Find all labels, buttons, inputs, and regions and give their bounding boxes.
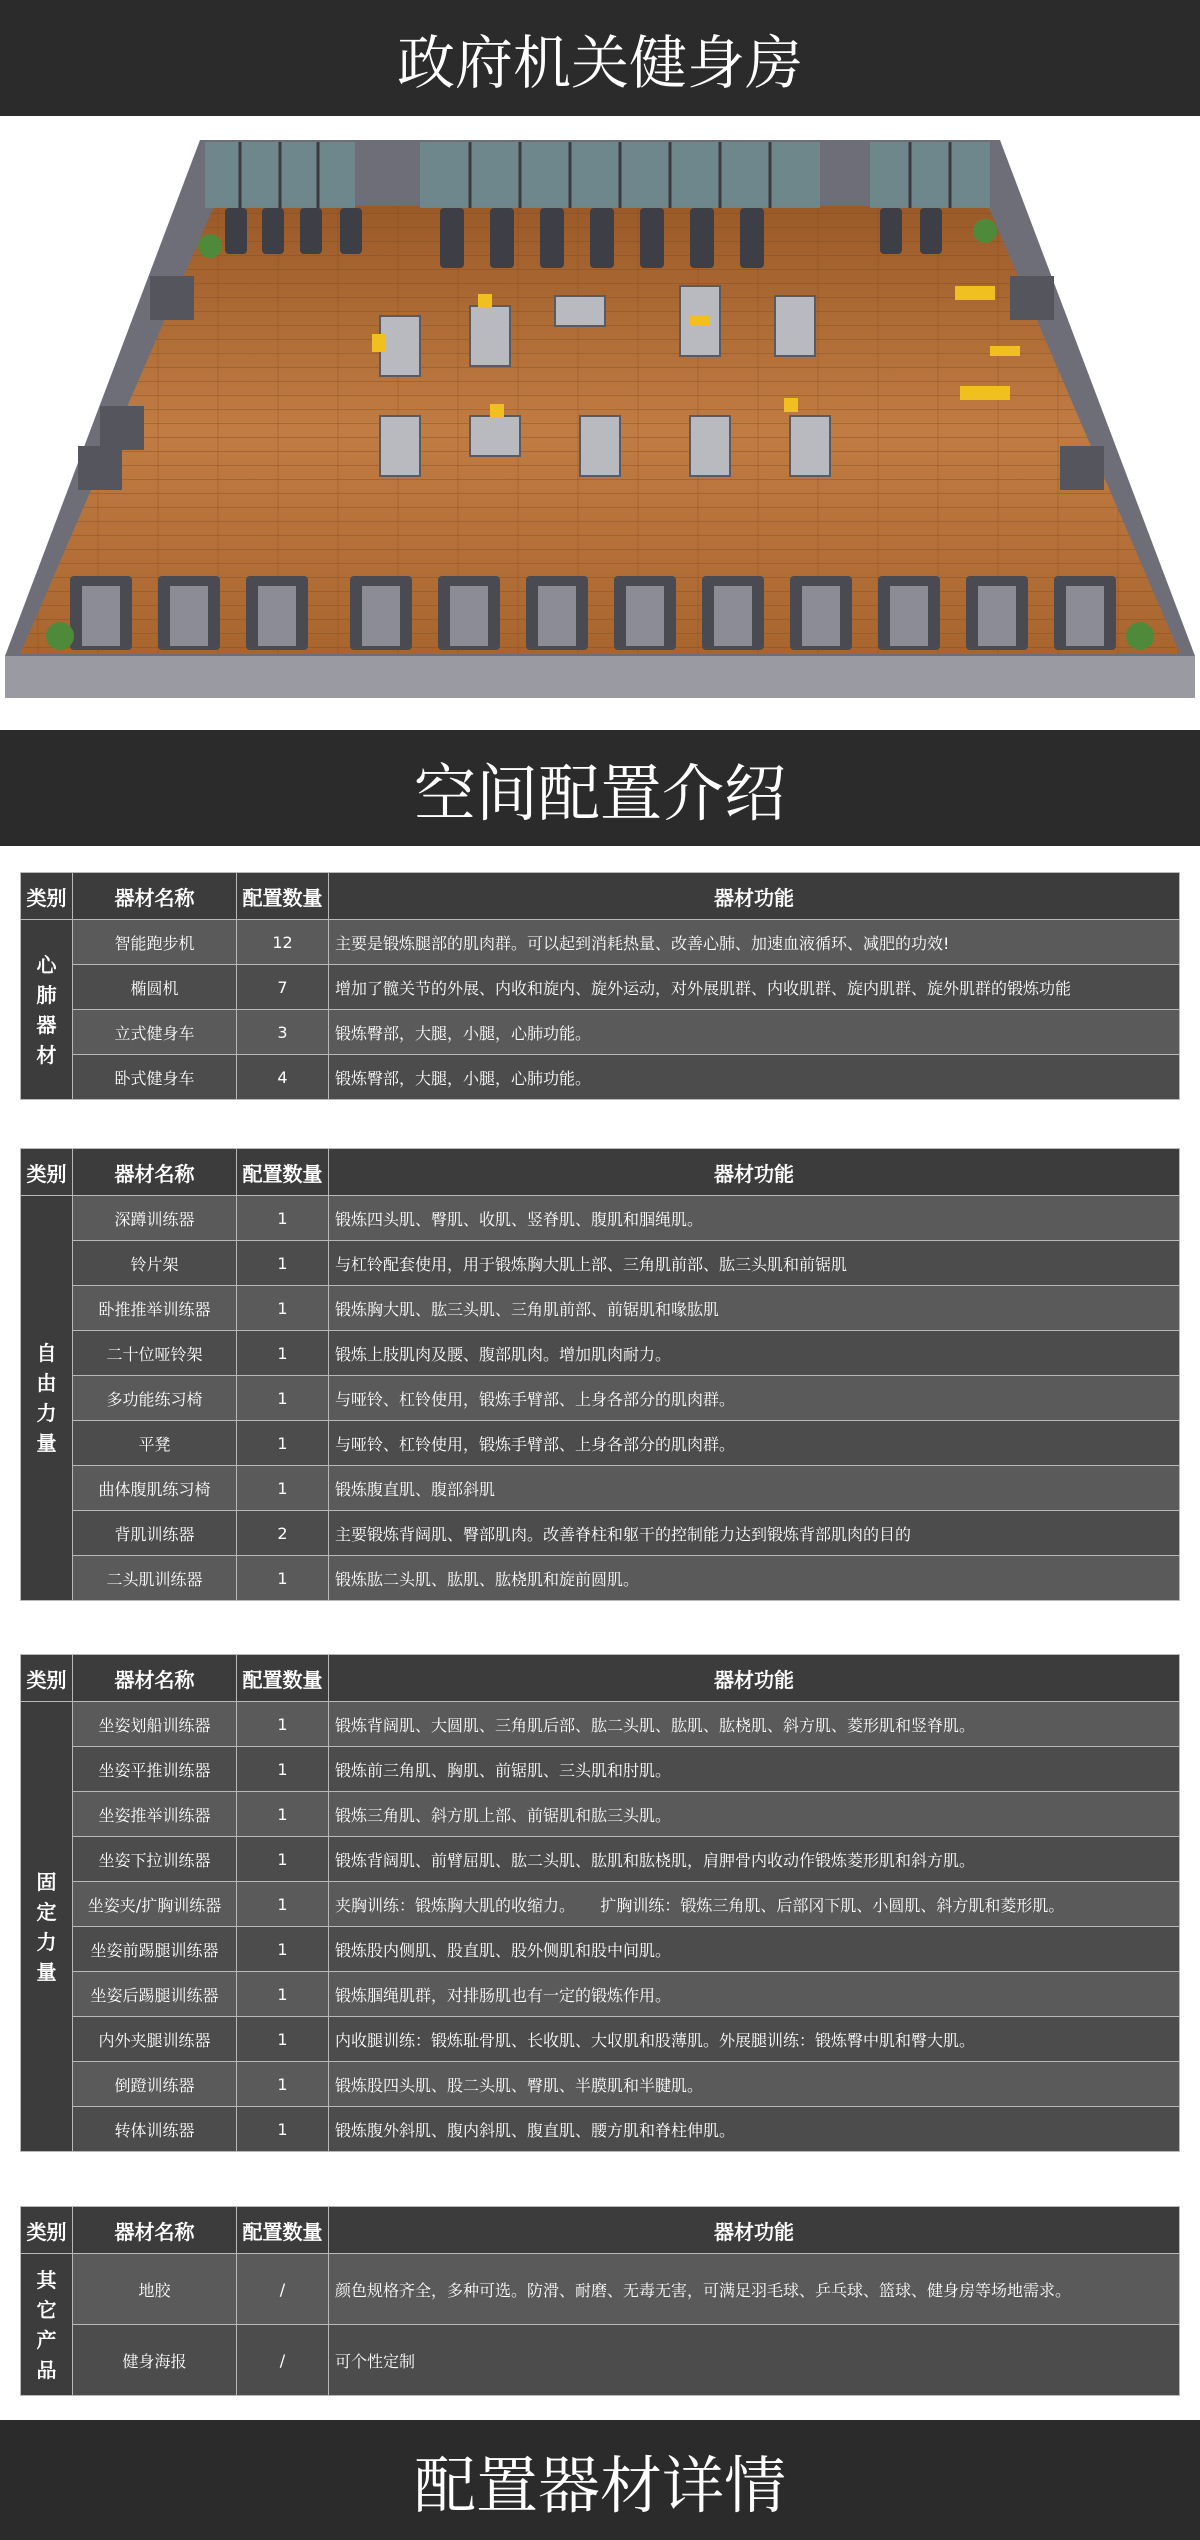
equipment-name: 坐姿推举训练器 bbox=[73, 1792, 237, 1837]
table-row bbox=[21, 1792, 1180, 1837]
category-cell bbox=[21, 2254, 73, 2396]
page-title-banner bbox=[0, 0, 1200, 116]
table-row bbox=[21, 1196, 1180, 1241]
header-quantity: 配置数量 bbox=[237, 873, 329, 920]
equipment-function: 锻炼腹外斜肌、腹内斜肌、腹直肌、腰方肌和脊柱伸肌。 bbox=[329, 2107, 1180, 2152]
category-label: 固定力量 bbox=[36, 1869, 57, 1984]
table-row bbox=[21, 1466, 1180, 1511]
table-header-row bbox=[21, 2207, 1180, 2254]
equipment-name: 坐姿夹/扩胸训练器 bbox=[73, 1882, 237, 1927]
gym-floorplan-render bbox=[0, 116, 1200, 730]
table-row bbox=[21, 1376, 1180, 1421]
table-header-row bbox=[21, 1655, 1180, 1702]
equipment-quantity: 1 bbox=[237, 2107, 329, 2152]
section-title: 空间配置介绍 bbox=[413, 756, 786, 830]
equipment-function: 增加了髋关节的外展、内收和旋内、旋外运动，对外展肌群、内收肌群、旋内肌群、旋外肌群的锻炼功能 bbox=[329, 965, 1180, 1010]
equipment-name: 坐姿后踢腿训练器 bbox=[73, 1972, 237, 2017]
equipment-quantity: 1 bbox=[237, 1241, 329, 1286]
table-row bbox=[21, 1702, 1180, 1747]
equipment-name: 转体训练器 bbox=[73, 2107, 237, 2152]
equipment-function: 锻炼臀部，大腿，小腿，心肺功能。 bbox=[329, 1010, 1180, 1055]
equipment-quantity: 4 bbox=[237, 1055, 329, 1100]
header-category: 类别 bbox=[21, 1149, 73, 1196]
table-header-row bbox=[21, 873, 1180, 920]
equipment-name: 平凳 bbox=[73, 1421, 237, 1466]
equipment-function: 颜色规格齐全，多种可选。防滑、耐磨、无毒无害，可满足羽毛球、乒乓球、篮球、健身房等场地需求。 bbox=[329, 2254, 1180, 2325]
equipment-quantity: 1 bbox=[237, 1196, 329, 1241]
equipment-quantity: 1 bbox=[237, 1972, 329, 2017]
header-function: 器材功能 bbox=[329, 873, 1180, 920]
equipment-function: 锻炼上肢肌肉及腰、腹部肌肉。增加肌肉耐力。 bbox=[329, 1331, 1180, 1376]
equipment-name: 二头肌训练器 bbox=[73, 1556, 237, 1601]
equipment-quantity: 1 bbox=[237, 2017, 329, 2062]
table-row bbox=[21, 1010, 1180, 1055]
table-row bbox=[21, 1421, 1180, 1466]
category-cell bbox=[21, 920, 73, 1100]
table-row bbox=[21, 1286, 1180, 1331]
header-function: 器材功能 bbox=[329, 1655, 1180, 1702]
equipment-name: 坐姿前踢腿训练器 bbox=[73, 1927, 237, 1972]
equipment-function: 锻炼臀部，大腿，小腿，心肺功能。 bbox=[329, 1055, 1180, 1100]
header-quantity: 配置数量 bbox=[237, 1655, 329, 1702]
equipment-function: 内收腿训练：锻炼耻骨肌、长收肌、大収肌和股薄肌。外展腿训练：锻炼臀中肌和臀大肌。 bbox=[329, 2017, 1180, 2062]
equipment-function: 主要锻炼背阔肌、臀部肌肉。改善脊柱和躯干的控制能力达到锻炼背部肌肉的目的 bbox=[329, 1511, 1180, 1556]
equipment-quantity: 1 bbox=[237, 1882, 329, 1927]
equipment-quantity: 1 bbox=[237, 1747, 329, 1792]
equipment-function: 锻炼肱二头肌、肱肌、肱桡肌和旋前圆肌。 bbox=[329, 1556, 1180, 1601]
header-category: 类别 bbox=[21, 2207, 73, 2254]
equipment-function: 可个性定制 bbox=[329, 2325, 1180, 2396]
equipment-table-fixed-strength bbox=[20, 1654, 1180, 2152]
equipment-function: 锻炼背阔肌、前臂屈肌、肱二头肌、肱肌和肱桡肌，肩胛骨内收动作锻炼菱形肌和斜方肌。 bbox=[329, 1837, 1180, 1882]
equipment-function: 锻炼股内侧肌、股直肌、股外侧肌和股中间肌。 bbox=[329, 1927, 1180, 1972]
table-row bbox=[21, 2107, 1180, 2152]
equipment-function: 锻炼前三角肌、胸肌、前锯肌、三头肌和肘肌。 bbox=[329, 1747, 1180, 1792]
table-row bbox=[21, 1747, 1180, 1792]
equipment-quantity: 1 bbox=[237, 1927, 329, 1972]
table-row bbox=[21, 2017, 1180, 2062]
equipment-quantity: 1 bbox=[237, 1286, 329, 1331]
equipment-quantity: 1 bbox=[237, 1466, 329, 1511]
table-row bbox=[21, 1241, 1180, 1286]
equipment-name: 倒蹬训练器 bbox=[73, 2062, 237, 2107]
page-title: 政府机关健身房 bbox=[396, 29, 803, 97]
equipment-function: 锻炼股四头肌、股二头肌、臀肌、半膜肌和半腱肌。 bbox=[329, 2062, 1180, 2107]
equipment-function: 与哑铃、杠铃使用，锻炼手臂部、上身各部分的肌肉群。 bbox=[329, 1376, 1180, 1421]
equipment-function: 锻炼三角肌、斜方肌上部、前锯肌和肱三头肌。 bbox=[329, 1792, 1180, 1837]
category-label: 其它产品 bbox=[36, 2267, 57, 2382]
table-row bbox=[21, 1556, 1180, 1601]
header-category: 类别 bbox=[21, 873, 73, 920]
header-name: 器材名称 bbox=[73, 873, 237, 920]
table-row bbox=[21, 2062, 1180, 2107]
header-function: 器材功能 bbox=[329, 1149, 1180, 1196]
equipment-name: 地胶 bbox=[73, 2254, 237, 2325]
header-quantity: 配置数量 bbox=[237, 2207, 329, 2254]
header-function: 器材功能 bbox=[329, 2207, 1180, 2254]
section-title-banner bbox=[0, 730, 1200, 846]
equipment-function: 与哑铃、杠铃使用，锻炼手臂部、上身各部分的肌肉群。 bbox=[329, 1421, 1180, 1466]
table-row bbox=[21, 1882, 1180, 1927]
equipment-name: 坐姿下拉训练器 bbox=[73, 1837, 237, 1882]
table-row bbox=[21, 1055, 1180, 1100]
table-header-row bbox=[21, 1149, 1180, 1196]
equipment-function: 与杠铃配套使用，用于锻炼胸大肌上部、三角肌前部、肱三头肌和前锯肌 bbox=[329, 1241, 1180, 1286]
table-row bbox=[21, 2325, 1180, 2396]
equipment-quantity: 1 bbox=[237, 1421, 329, 1466]
table-row bbox=[21, 965, 1180, 1010]
category-label: 自由力量 bbox=[36, 1341, 57, 1455]
equipment-quantity: 12 bbox=[237, 920, 329, 965]
equipment-function: 锻炼腹直肌、腹部斜肌 bbox=[329, 1466, 1180, 1511]
header-name: 器材名称 bbox=[73, 2207, 237, 2254]
header-name: 器材名称 bbox=[73, 1149, 237, 1196]
equipment-quantity: 1 bbox=[237, 1556, 329, 1601]
equipment-quantity: 7 bbox=[237, 965, 329, 1010]
equipment-name: 内外夹腿训练器 bbox=[73, 2017, 237, 2062]
equipment-function: 锻炼四头肌、臀肌、收肌、竖脊肌、腹肌和腘绳肌。 bbox=[329, 1196, 1180, 1241]
equipment-function: 锻炼胸大肌、肱三头肌、三角肌前部、前锯肌和喙肱肌 bbox=[329, 1286, 1180, 1331]
table-row bbox=[21, 2254, 1180, 2325]
equipment-name: 深蹲训练器 bbox=[73, 1196, 237, 1241]
equipment-name: 椭圆机 bbox=[73, 965, 237, 1010]
table-row bbox=[21, 920, 1180, 965]
header-category: 类别 bbox=[21, 1655, 73, 1702]
table-row bbox=[21, 1927, 1180, 1972]
table-row bbox=[21, 1511, 1180, 1556]
category-cell bbox=[21, 1702, 73, 2152]
header-name: 器材名称 bbox=[73, 1655, 237, 1702]
equipment-name: 铃片架 bbox=[73, 1241, 237, 1286]
equipment-table-free-weights bbox=[20, 1148, 1180, 1601]
equipment-quantity: 1 bbox=[237, 1792, 329, 1837]
equipment-function: 夹胸训练：锻炼胸大肌的收缩力。 扩胸训练：锻炼三角肌、后部冈下肌、小圆肌、斜方肌和菱形肌。 bbox=[329, 1882, 1180, 1927]
equipment-name: 二十位哑铃架 bbox=[73, 1331, 237, 1376]
equipment-name: 曲体腹肌练习椅 bbox=[73, 1466, 237, 1511]
table-row bbox=[21, 1972, 1180, 2017]
equipment-name: 卧推推举训练器 bbox=[73, 1286, 237, 1331]
category-label: 心肺器材 bbox=[36, 952, 57, 1067]
equipment-name: 坐姿平推训练器 bbox=[73, 1747, 237, 1792]
equipment-name: 智能跑步机 bbox=[73, 920, 237, 965]
equipment-function: 锻炼背阔肌、大圆肌、三角肌后部、肱二头肌、肱肌、肱桡肌、斜方肌、菱形肌和竖脊肌。 bbox=[329, 1702, 1180, 1747]
equipment-quantity: 1 bbox=[237, 2062, 329, 2107]
equipment-quantity: 1 bbox=[237, 1837, 329, 1882]
equipment-name: 立式健身车 bbox=[73, 1010, 237, 1055]
equipment-name: 卧式健身车 bbox=[73, 1055, 237, 1100]
table-row bbox=[21, 1331, 1180, 1376]
equipment-table-other-products bbox=[20, 2206, 1180, 2396]
equipment-quantity: / bbox=[237, 2325, 329, 2396]
gym-floorplan-image bbox=[0, 116, 1200, 730]
equipment-quantity: 2 bbox=[237, 1511, 329, 1556]
equipment-quantity: 1 bbox=[237, 1376, 329, 1421]
category-cell bbox=[21, 1196, 73, 1601]
header-quantity: 配置数量 bbox=[237, 1149, 329, 1196]
equipment-quantity: 1 bbox=[237, 1331, 329, 1376]
equipment-function: 主要是锻炼腿部的肌肉群。可以起到消耗热量、改善心肺、加速血液循环、减肥的功效! bbox=[329, 920, 1180, 965]
equipment-quantity: / bbox=[237, 2254, 329, 2325]
equipment-name: 多功能练习椅 bbox=[73, 1376, 237, 1421]
equipment-function: 锻炼腘绳肌群，对排肠肌也有一定的锻炼作用。 bbox=[329, 1972, 1180, 2017]
equipment-name: 坐姿划船训练器 bbox=[73, 1702, 237, 1747]
equipment-table-cardio bbox=[20, 872, 1180, 1100]
equipment-quantity: 3 bbox=[237, 1010, 329, 1055]
equipment-quantity: 1 bbox=[237, 1702, 329, 1747]
footer-title-banner bbox=[0, 2420, 1200, 2540]
table-row bbox=[21, 1837, 1180, 1882]
footer-title: 配置器材详情 bbox=[413, 2448, 786, 2522]
equipment-name: 健身海报 bbox=[73, 2325, 237, 2396]
equipment-name: 背肌训练器 bbox=[73, 1511, 237, 1556]
